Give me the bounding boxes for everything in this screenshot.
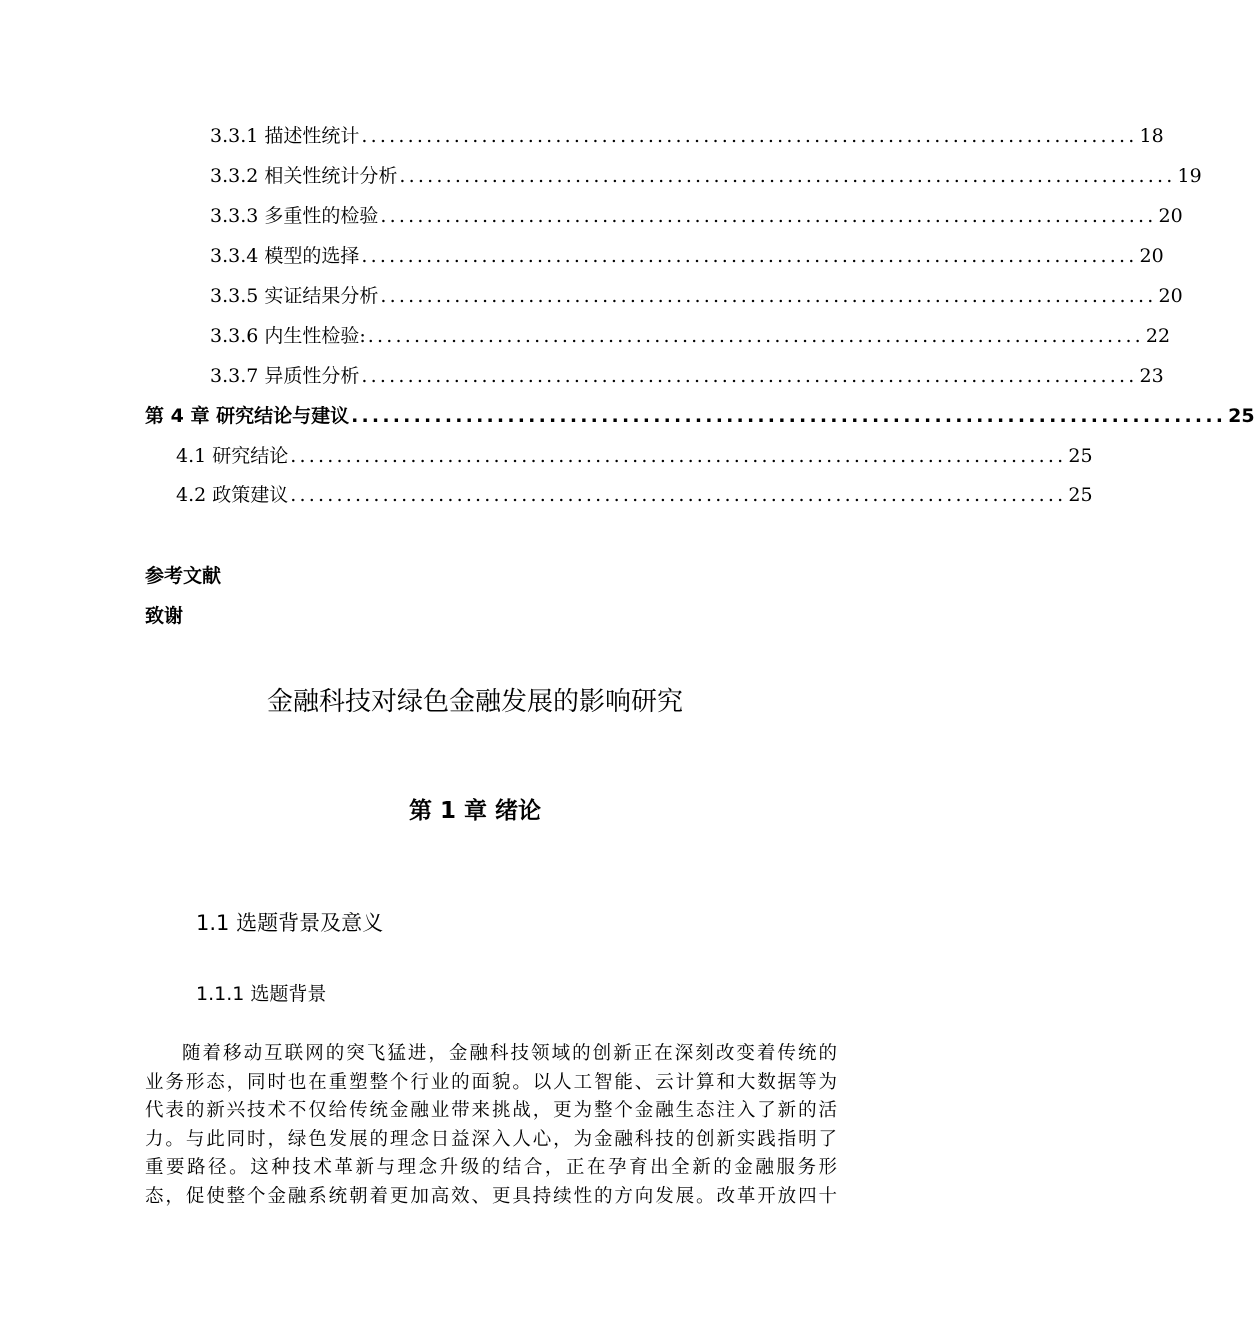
paragraph-line: 代表的新兴技术不仅给传统金融业带来挑战，更为整个金融生态注入了新的活 — [145, 1100, 837, 1122]
chapter-heading: 第 1 章 绪论 — [408, 798, 542, 824]
toc-leader-dots: .................................................................................... — [361, 365, 1138, 387]
toc-entry-references[interactable]: 参考文献 — [145, 565, 222, 587]
toc-page-number: 25 — [1228, 405, 1255, 427]
body-paragraph — [145, 1040, 837, 1212]
toc-leader-dots: .................................................................................... — [290, 484, 1067, 506]
paragraph-line: 态，促使整个金融系统朝着更加高效、更具持续性的方向发展。改革开放四十 — [145, 1185, 837, 1207]
toc-leader-dots: .................................................................................... — [380, 205, 1157, 227]
toc-leader-dots: .................................................................................... — [367, 325, 1144, 347]
paragraph-line: 力。与此同时，绿色发展的理念日益深入人心，为金融科技的创新实践指明了 — [145, 1128, 837, 1150]
toc-entry-3-3-2[interactable] — [210, 162, 1202, 190]
toc-entry-label: 第 4 章 研究结论与建议 — [145, 405, 350, 427]
toc-entry-chapter-4[interactable] — [145, 402, 1255, 430]
toc-page-number: 20 — [1158, 205, 1183, 227]
toc-page-number: 18 — [1139, 125, 1164, 147]
toc-entry-label: 3.3.1 描述性统计 — [210, 125, 360, 147]
toc-entry-3-3-7[interactable] — [210, 362, 1164, 390]
toc-leader-dots: .................................................................................... — [361, 245, 1138, 267]
toc-entry-label: 3.3.4 模型的选择 — [210, 245, 360, 267]
toc-leader-dots: .................................................................................... — [361, 125, 1138, 147]
section-heading: 1.1 选题背景及意义 — [196, 911, 384, 935]
toc-leader-dots: .................................................................................... — [380, 285, 1157, 307]
document-title: 金融科技对绿色金融发展的影响研究 — [266, 687, 683, 717]
toc-leader-dots: .................................................................................... — [351, 405, 1227, 427]
toc-leader-dots: .................................................................................... — [290, 445, 1067, 467]
toc-entry-3-3-1[interactable] — [210, 122, 1164, 150]
toc-entry-label: 4.1 研究结论 — [176, 445, 289, 467]
toc-entry-label: 3.3.5 实证结果分析 — [210, 285, 379, 307]
toc-page-number: 25 — [1068, 484, 1093, 506]
toc-page-number: 22 — [1145, 325, 1171, 347]
toc-page-number: 20 — [1139, 245, 1164, 267]
paragraph-line: 业务形态，同时也在重塑整个行业的面貌。以人工智能、云计算和大数据等为 — [145, 1071, 837, 1093]
toc-page-number: 25 — [1068, 445, 1093, 467]
toc-entry-3-3-6[interactable] — [210, 322, 1171, 350]
toc-entry-acknowledgements[interactable]: 致谢 — [145, 605, 184, 627]
toc-entry-3-3-5[interactable] — [210, 282, 1183, 310]
toc-entry-4-1[interactable] — [176, 442, 1093, 470]
toc-entry-label: 4.2 政策建议 — [176, 484, 289, 506]
toc-page-number: 19 — [1177, 165, 1202, 187]
toc-entry-label: 3.3.3 多重性的检验 — [210, 205, 379, 227]
toc-entry-4-2[interactable] — [176, 481, 1093, 509]
toc-entry-label: 3.3.7 异质性分析 — [210, 365, 360, 387]
toc-entry-label: 3.3.6 内生性检验: — [210, 325, 366, 347]
subsection-heading: 1.1.1 选题背景 — [196, 983, 327, 1005]
toc-page-number: 20 — [1158, 285, 1183, 307]
paragraph-line: 重要路径。这种技术革新与理念升级的结合，正在孕育出全新的金融服务形 — [145, 1157, 837, 1179]
toc-leader-dots: .................................................................................... — [399, 165, 1176, 187]
toc-entry-label: 3.3.2 相关性统计分析 — [210, 165, 398, 187]
toc-entry-3-3-4[interactable] — [210, 242, 1164, 270]
paragraph-line: 随着移动互联网的突飞猛进，金融科技领域的创新正在深刻改变着传统的 — [182, 1043, 837, 1064]
toc-entry-3-3-3[interactable] — [210, 202, 1183, 230]
toc-page-number: 23 — [1139, 365, 1164, 387]
